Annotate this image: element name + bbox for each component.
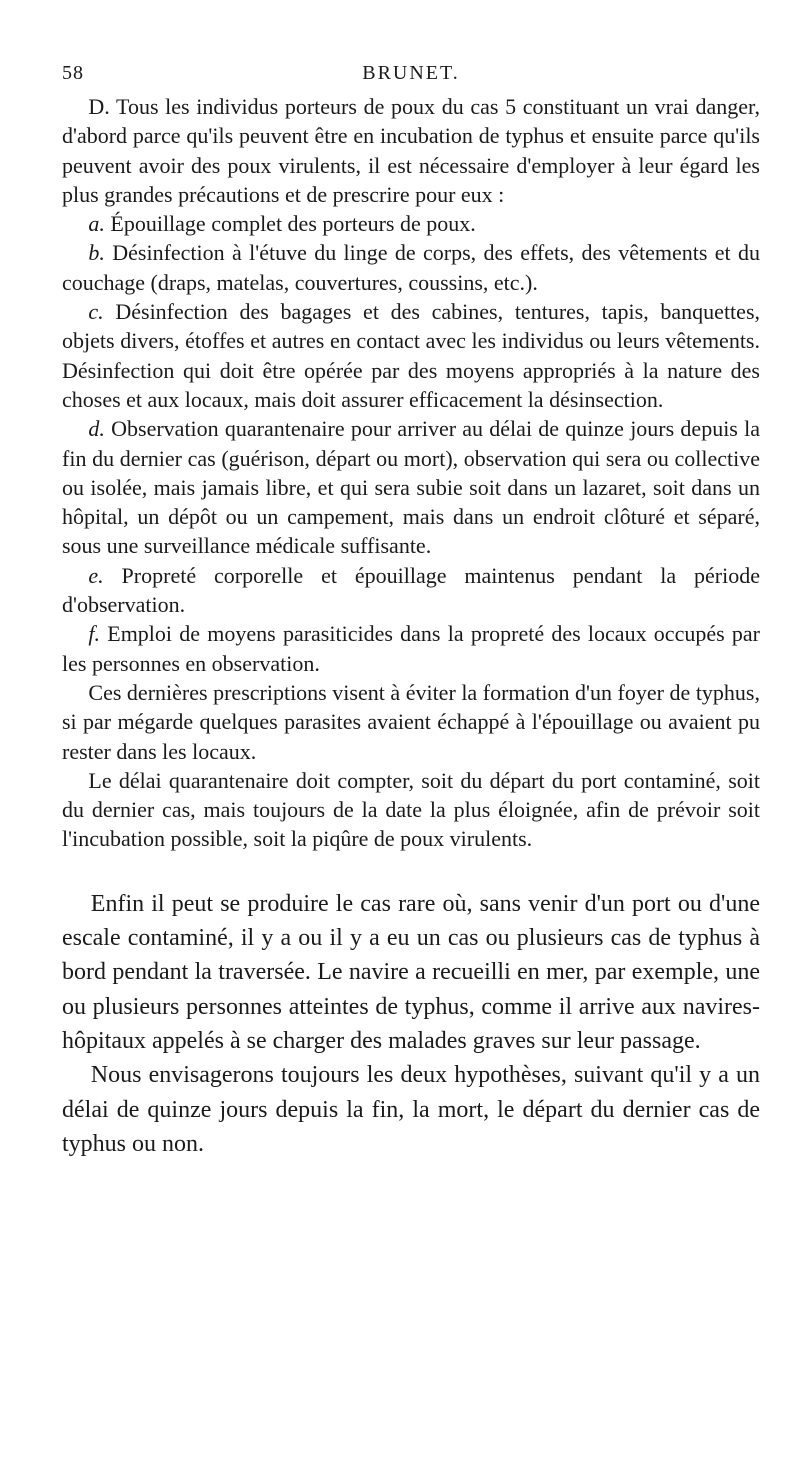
item-label: e.: [88, 562, 104, 588]
section-d-intro: D. Tous les individus porteurs de poux du cas 5 constituant un vrai danger, d'abord parce qu'ils peuvent être en incubation de typhus et ensuite parce qu'ils peuvent avoir des poux virulents, il est nécessaire d'employer à leur égard les plus grandes précautions et de prescrire pour eux :: [62, 94, 760, 207]
running-title: BRUNET.: [362, 62, 460, 84]
item-label: c.: [88, 299, 104, 325]
section-d: [62, 92, 760, 854]
document-page: [62, 58, 760, 1161]
item-label: a.: [88, 211, 105, 237]
closing-section: [62, 887, 760, 1161]
item-text: Propreté corporelle et épouillage maintenus pendant la période d'observation.: [62, 562, 760, 618]
item-text: Observation quarantenaire pour arriver au délai de quinze jours depuis la fin du dernier cas (guérison, départ ou mort), observation qui sera ou collective ou isolée, mais jamais libre, et qui sera subie soit dans un lazaret, soit dans un hôpital, un dépôt ou un campement, mais dans un endroit clôturé et séparé, sous une surveillance médicale suffisante.: [62, 416, 760, 559]
list-item-b: [62, 238, 760, 297]
list-item-c: [62, 297, 760, 414]
list-item-d: [62, 414, 760, 560]
list-item-f: [62, 619, 760, 678]
item-text: Épouillage complet des porteurs de poux.: [104, 211, 476, 237]
item-text: Emploi de moyens parasiticides dans la propreté des locaux occupés par les personnes en observation.: [62, 621, 760, 676]
paragraph-prescriptions: Ces dernières prescriptions visent à éviter la formation d'un foyer de typhus, si par mégarde quelques parasites avaient échappé à l'épouillage ou avaient pu rester dans les locaux.: [62, 679, 760, 764]
item-label: d.: [88, 416, 105, 442]
item-label: b.: [88, 240, 105, 266]
running-header: [62, 58, 760, 92]
list-item-a: [62, 209, 760, 238]
item-label: f.: [88, 621, 101, 647]
paragraph-quarantine-delay: Le délai quarantenaire doit compter, soit du départ du port contaminé, soit du dernier cas, mais toujours de la date la plus éloignée, afin de prévoir soit l'incubation possible, soit la piqûre de poux virulents.: [62, 767, 760, 852]
item-text: Désinfection des bagages et des cabines, tentures, tapis, banquettes, objets divers, étoffes et autres en contact avec les individus ou leurs vêtements. Désinfection qui doit être opérée par des moyens appropriés à la nature des choses et aux locaux, mais doit assurer efficacement la désinsection.: [62, 299, 760, 412]
list-item-e: [62, 561, 760, 620]
paragraph-rare-case: Enfin il peut se produire le cas rare où, sans venir d'un port ou d'une escale contaminé, il y a ou il y a eu un cas ou plusieurs cas de typhus à bord pendant la traversée. Le navire a recueilli en mer, par exemple, une ou plusieurs personnes atteintes de typhus, comme il arrive aux navires-hôpitaux appelés à se charger des malades graves sur leur passage.: [62, 890, 760, 1054]
page-number: 58: [62, 62, 84, 84]
item-text: Désinfection à l'étuve du linge de corps, des effets, des vêtements et du couchage (draps, matelas, couvertures, coussins, etc.).: [62, 240, 760, 295]
paragraph-hypotheses: Nous envisagerons toujours les deux hypothèses, suivant qu'il y a un délai de quinze jours depuis la fin, la mort, le départ du dernier cas de typhus ou non.: [62, 1062, 760, 1157]
